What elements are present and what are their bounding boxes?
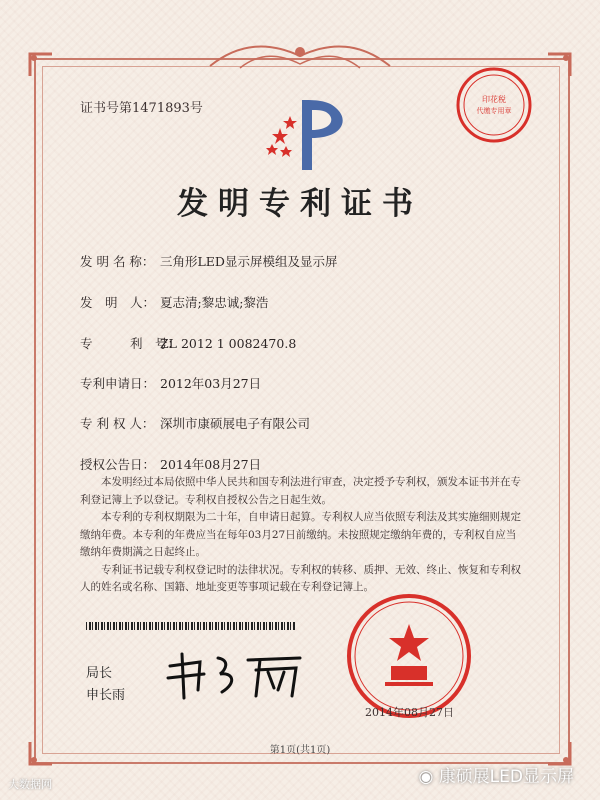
field-invention-name xyxy=(80,252,337,270)
patent-office-logo-icon xyxy=(262,90,357,175)
director-name: 申长雨 xyxy=(86,688,126,703)
field-grant-date xyxy=(80,455,261,473)
watermark-left: 大数据网 xyxy=(8,778,52,791)
director-signature xyxy=(160,648,310,703)
corner-ornament-icon xyxy=(26,50,56,80)
director-title: 局长 xyxy=(86,666,113,681)
page-number: 第1页(共1页) xyxy=(269,745,331,756)
body-paragraph: 本发明经过本局依照中华人民共和国专利法进行审查，决定授予专利权，颁发本证书并在专利登记簿上予以登记。专利权自授权公告之日起生效。 xyxy=(80,476,521,506)
field-patentee xyxy=(80,414,310,432)
field-label: 授权公告日： xyxy=(80,457,156,472)
svg-text:代缴专用章: 代缴专用章 xyxy=(476,107,512,115)
field-value: 夏志清;黎忠诚;黎浩 xyxy=(160,295,269,310)
corner-ornament-icon xyxy=(544,50,574,80)
watermark-right xyxy=(418,762,574,787)
issue-date: 2014年08月27日 xyxy=(365,706,454,719)
field-application-date xyxy=(80,374,261,392)
field-label: 发 明 人： xyxy=(80,295,156,310)
watermark-right-text: 康硕展LED显示屏 xyxy=(438,767,574,787)
field-label: 专利申请日： xyxy=(80,376,156,391)
field-label: 发 明 名 称： xyxy=(80,254,155,269)
barcode xyxy=(86,622,296,630)
field-label: 专 利 号： xyxy=(80,336,181,351)
certificate-number: 证书号第1471893号 xyxy=(80,101,203,116)
page-title: 发明专利证书 xyxy=(177,186,423,222)
field-value: 深圳市康硕展电子有限公司 xyxy=(160,416,311,431)
wechat-icon: ◉ xyxy=(418,767,439,787)
top-ornament-icon xyxy=(200,38,400,74)
field-patent-number xyxy=(80,334,296,352)
body-paragraph: 专利证书记载专利权登记时的法律状况。专利权的转移、质押、无效、终止、恢复和专利权人的姓名或名称、国籍、地址变更等事项记载在专利登记簿上。 xyxy=(80,563,521,593)
field-value: 三角形LED显示屏模组及显示屏 xyxy=(160,254,338,269)
body-paragraph: 本专利的专利权期限为二十年，自申请日起算。专利权人应当依照专利法及其实施细则规定缴纳年费。本专利的年费应当在每年03月27日前缴纳。未按照规定缴纳年费的，专利权自应当缴纳年费期满之日起终止。 xyxy=(80,511,521,558)
svg-text:印花税: 印花税 xyxy=(482,95,506,104)
top-seal-stamp xyxy=(455,66,533,144)
field-value: ZL 2012 1 0082470.8 xyxy=(160,336,297,351)
body-text xyxy=(80,474,522,597)
field-value: 2014年08月27日 xyxy=(160,457,262,472)
field-inventors xyxy=(80,293,268,311)
field-label: 专 利 权 人： xyxy=(80,416,155,431)
official-seal-stamp xyxy=(345,592,473,720)
field-value: 2012年03月27日 xyxy=(160,376,262,391)
